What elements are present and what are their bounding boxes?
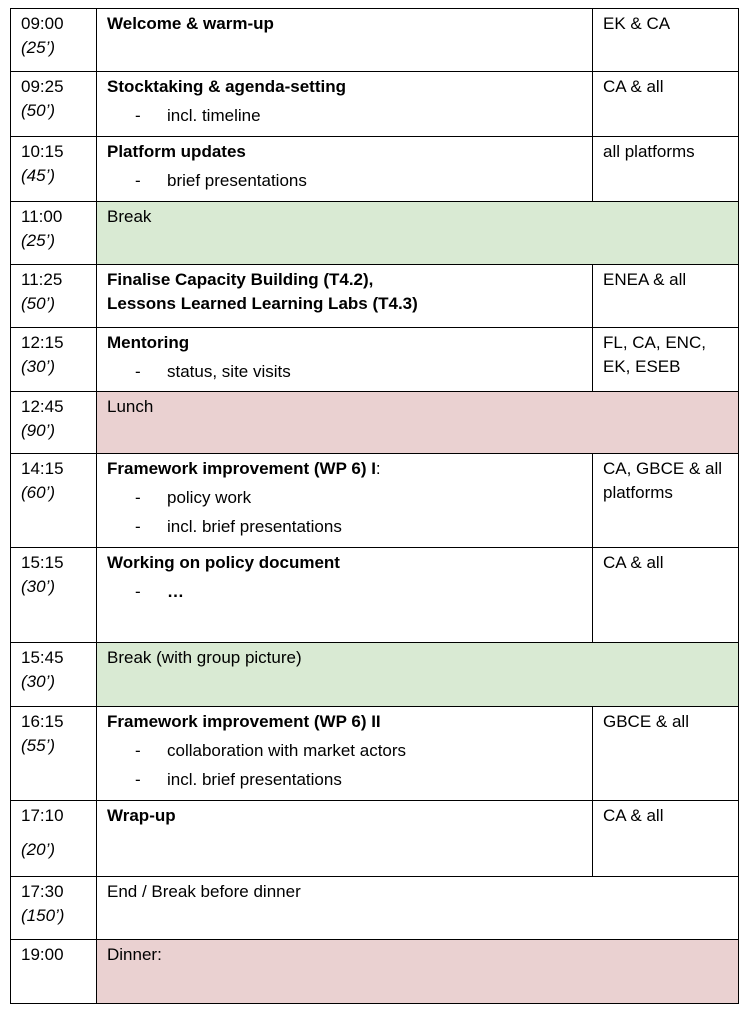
session-title-text: Stocktaking & agenda-setting	[107, 77, 346, 96]
topic-cell	[97, 202, 739, 265]
session-title-text: Framework improvement (WP 6) I	[107, 459, 376, 478]
sub-item-text: incl. brief presentations	[167, 517, 342, 536]
time-cell	[11, 940, 97, 1004]
session-title	[107, 395, 728, 419]
dash-bullet-icon: -	[135, 362, 141, 381]
time-cell	[11, 454, 97, 548]
duration: (30’)	[21, 672, 56, 691]
time-cell	[11, 265, 97, 328]
session-title-text: Mentoring	[107, 333, 190, 352]
agenda-row	[11, 877, 739, 940]
session-title-text: Lunch	[107, 397, 154, 416]
lead-names: all platforms	[603, 142, 695, 161]
session-title-text: Framework improvement (WP 6) II	[107, 712, 381, 731]
dash-bullet-icon: -	[135, 488, 141, 507]
lead-cell	[593, 72, 739, 137]
duration: (50’)	[21, 294, 56, 313]
lead-cell	[593, 801, 739, 877]
sub-item-list	[107, 360, 582, 384]
session-title	[107, 12, 582, 36]
topic-cell	[97, 392, 739, 454]
time-cell	[11, 877, 97, 940]
time-cell	[11, 707, 97, 801]
session-title	[107, 331, 582, 355]
agenda-row	[11, 72, 739, 137]
topic-cell	[97, 9, 593, 72]
agenda-body	[11, 9, 739, 1004]
agenda-row	[11, 707, 739, 801]
session-title-text: Welcome & warm-up	[107, 14, 274, 33]
lead-cell	[593, 548, 739, 643]
topic-cell	[97, 643, 739, 707]
start-time: 10:15	[21, 142, 64, 161]
start-time: 16:15	[21, 712, 64, 731]
lead-names: CA & all	[603, 553, 664, 572]
time-cell	[11, 548, 97, 643]
start-time: 17:30	[21, 882, 64, 901]
agenda-row	[11, 9, 739, 72]
sub-item	[107, 486, 582, 510]
session-title	[107, 205, 728, 229]
lead-names: CA & all	[603, 77, 664, 96]
sub-item	[107, 360, 582, 384]
start-time: 09:00	[21, 14, 64, 33]
session-title-text: Working on policy document	[107, 553, 340, 572]
agenda-row	[11, 454, 739, 548]
sub-item	[107, 768, 582, 792]
agenda-table	[10, 8, 739, 1004]
lead-cell	[593, 707, 739, 801]
topic-cell	[97, 328, 593, 392]
duration: (50’)	[21, 101, 56, 120]
duration: (90’)	[21, 421, 56, 440]
lead-cell	[593, 9, 739, 72]
dash-bullet-icon: -	[135, 106, 141, 125]
start-time: 12:45	[21, 397, 64, 416]
duration: (20’)	[21, 840, 56, 859]
duration: (55’)	[21, 736, 56, 755]
session-title-text: Wrap-up	[107, 806, 176, 825]
agenda-row	[11, 643, 739, 707]
topic-cell	[97, 707, 593, 801]
lead-cell	[593, 454, 739, 548]
sub-item	[107, 104, 582, 128]
start-time: 19:00	[21, 945, 64, 964]
agenda-row	[11, 548, 739, 643]
duration: (25’)	[21, 38, 56, 57]
session-title	[107, 75, 582, 99]
agenda-row	[11, 265, 739, 328]
start-time: 09:25	[21, 77, 64, 96]
topic-cell	[97, 801, 593, 877]
sub-item	[107, 580, 582, 604]
sub-item-list	[107, 104, 582, 128]
duration: (150’)	[21, 906, 65, 925]
sub-item-text: incl. timeline	[167, 106, 261, 125]
topic-cell	[97, 72, 593, 137]
topic-cell	[97, 548, 593, 643]
topic-cell	[97, 940, 739, 1004]
sub-item	[107, 515, 582, 539]
session-title	[107, 646, 728, 670]
session-title-text: Platform updates	[107, 142, 246, 161]
duration: (25’)	[21, 231, 56, 250]
duration: (45’)	[21, 166, 56, 185]
lead-cell	[593, 137, 739, 202]
start-time: 15:45	[21, 648, 64, 667]
time-cell	[11, 9, 97, 72]
lead-names: CA & all	[603, 806, 664, 825]
start-time: 12:15	[21, 333, 64, 352]
agenda-row	[11, 202, 739, 265]
session-title	[107, 943, 728, 967]
session-title-text: Dinner:	[107, 945, 162, 964]
start-time: 14:15	[21, 459, 64, 478]
time-cell	[11, 137, 97, 202]
lead-names: ENEA & all	[603, 270, 687, 289]
sub-item-list	[107, 169, 582, 193]
session-title	[107, 140, 582, 164]
sub-item-list	[107, 739, 582, 792]
session-title-suffix: :	[375, 459, 381, 478]
session-title-text: Break	[107, 207, 152, 226]
sub-item-text: policy work	[167, 488, 252, 507]
session-title	[107, 268, 582, 316]
lead-names: EK & CA	[603, 14, 671, 33]
session-title	[107, 804, 582, 828]
session-title-text: Finalise Capacity Building (T4.2), Lessons Learned Learning Labs (T4.3)	[107, 270, 418, 313]
lead-names: FL, CA, ENC, EK, ESEB	[603, 333, 706, 376]
sub-item-list	[107, 580, 582, 604]
session-title	[107, 710, 582, 734]
time-cell	[11, 202, 97, 265]
time-cell	[11, 643, 97, 707]
session-title-text: Break (with group picture)	[107, 648, 302, 667]
sub-item	[107, 739, 582, 763]
duration: (30’)	[21, 357, 56, 376]
time-cell	[11, 72, 97, 137]
dash-bullet-icon: -	[135, 517, 141, 536]
session-title	[107, 880, 728, 904]
agenda-row	[11, 801, 739, 877]
duration: (60’)	[21, 483, 56, 502]
session-title	[107, 457, 582, 481]
time-cell	[11, 328, 97, 392]
time-cell	[11, 801, 97, 877]
lead-cell	[593, 328, 739, 392]
start-time: 11:00	[21, 207, 63, 226]
sub-item-text: incl. brief presentations	[167, 770, 342, 789]
sub-item	[107, 169, 582, 193]
agenda-row	[11, 940, 739, 1004]
start-time: 15:15	[21, 553, 64, 572]
sub-item-text: …	[167, 582, 184, 601]
dash-bullet-icon: -	[135, 582, 141, 601]
sub-item-text: status, site visits	[167, 362, 291, 381]
topic-cell	[97, 137, 593, 202]
topic-cell	[97, 265, 593, 328]
start-time: 11:25	[21, 270, 63, 289]
lead-names: CA, GBCE & all platforms	[603, 459, 723, 502]
sub-item-text: brief presentations	[167, 171, 307, 190]
dash-bullet-icon: -	[135, 770, 141, 789]
sub-item-list	[107, 486, 582, 539]
dash-bullet-icon: -	[135, 741, 141, 760]
topic-cell	[97, 877, 739, 940]
session-title-text: End / Break before dinner	[107, 882, 301, 901]
lead-names: GBCE & all	[603, 712, 689, 731]
duration: (30’)	[21, 577, 56, 596]
agenda-row	[11, 137, 739, 202]
dash-bullet-icon: -	[135, 171, 141, 190]
time-cell	[11, 392, 97, 454]
sub-item-text: collaboration with market actors	[167, 741, 407, 760]
agenda-row	[11, 328, 739, 392]
agenda-row	[11, 392, 739, 454]
session-title	[107, 551, 582, 575]
lead-cell	[593, 265, 739, 328]
start-time: 17:10	[21, 806, 64, 825]
topic-cell	[97, 454, 593, 548]
